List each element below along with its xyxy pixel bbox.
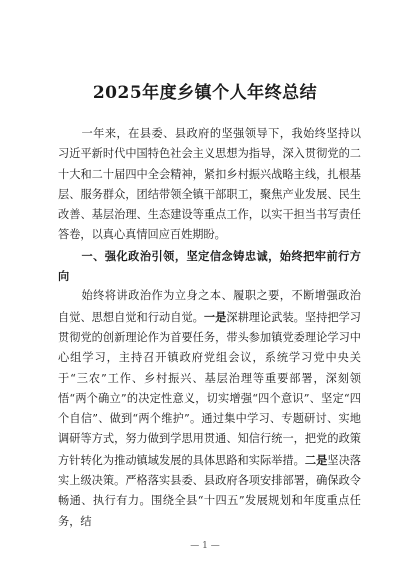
section-lead-text: 始终将讲政治作为立身之本、履职之要，不断增强政治自觉、思想自觉和行动自觉。 <box>58 289 361 324</box>
point-one-label: 一是 <box>203 309 227 324</box>
point-two-text: 坚决落实上级决策。严格落实县委、县政府各项安排部署，确保政令畅通、执行有力。围绕全县“十四五”发展规划和年度重点任务，结 <box>58 453 361 528</box>
intro-paragraph: 一年来，在县委、县政府的坚强领导下，我始终坚持以习近平新时代中国特色社会主义思想为指导，深入贯彻党的二十大和二十届四中全会精神，紧扣乡村振兴战略主线，扎根基层、服务群众，团结带领全镇干部职工，聚焦产业发展、民生改善、基层治理、生态建设等重点工作，以实干担当书写责任答卷，以真心真情回应百姓期盼。 <box>58 127 361 242</box>
point-two-label: 二是 <box>304 452 328 467</box>
section-paragraph <box>58 286 361 532</box>
section-heading: 一、强化政治引领，坚定信念铸忠诚，始终把牢前行方向 <box>58 248 361 284</box>
page-number: — 1 — <box>190 541 220 551</box>
document-body <box>58 124 361 532</box>
document-title: 2025年度乡镇个人年终总结 <box>92 83 318 103</box>
point-one-text: 深耕理论武装。坚持把学习贯彻党的创新理论作为首要任务，带头参加镇党委理论学习中心组学习，主持召开镇政府党组会议，系统学习党中央关于“三农”工作、乡村振兴、基层治理等重要部署，深刻领悟“两个确立”的决定性意义，切实增强“四个意识”、坚定“四个自信”、做到“两个维护”。通过集中学习、专题研讨、实地调研等方式，努力做到学思用贯通、知信行统一，把党的政策方针转化为推动镇域发展的具体思路和实际举措。 <box>58 310 361 467</box>
